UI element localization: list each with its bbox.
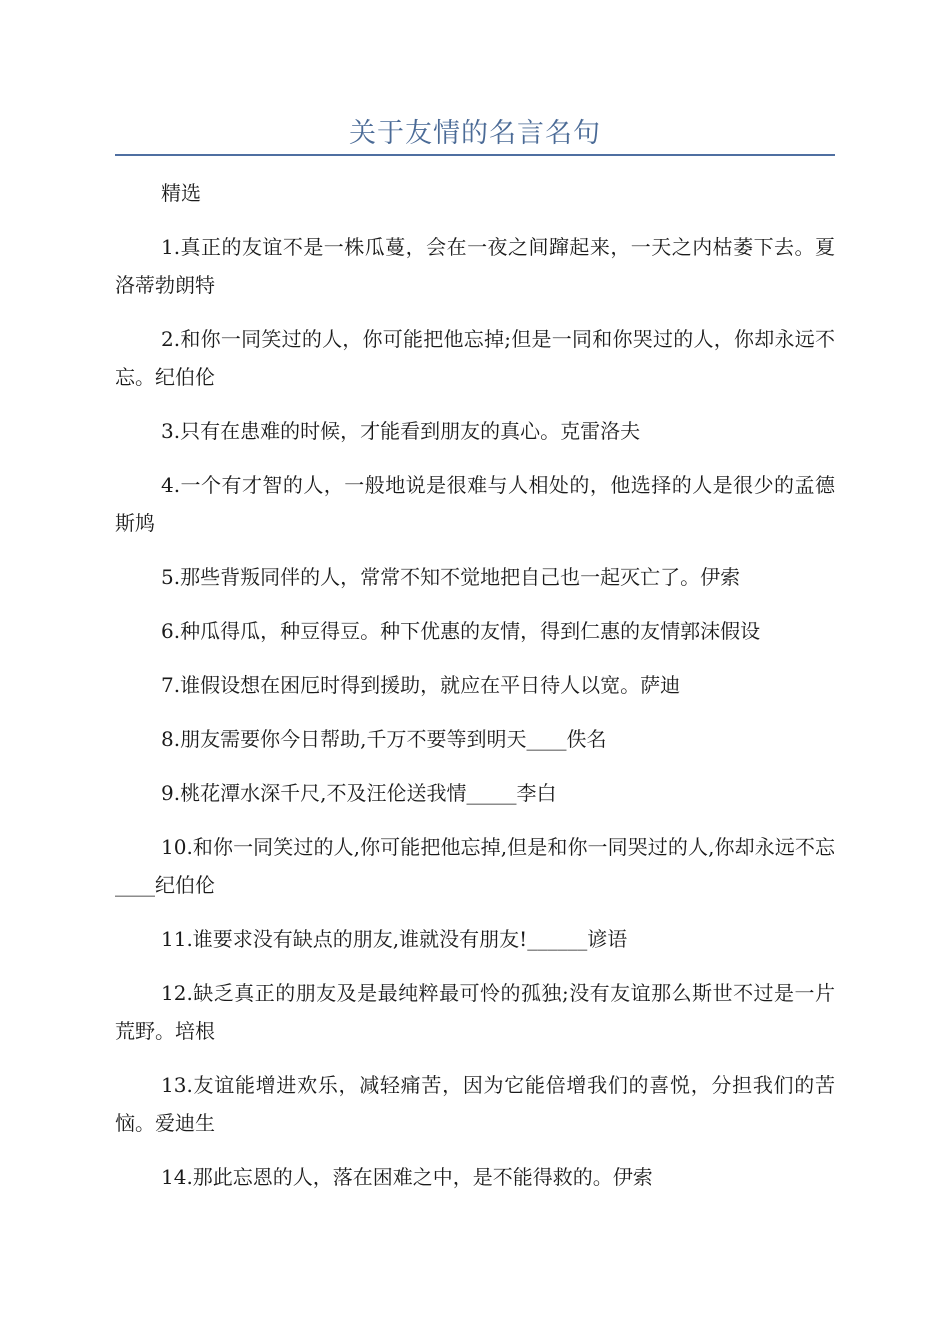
quote-1: 1.真正的友谊不是一株瓜蔓，会在一夜之间蹿起来，一天之内枯萎下去。夏洛蒂勃朗特 [115,235,835,297]
quote-4: 4.一个有才智的人，一般地说是很难与人相处的，他选择的人是很少的孟德斯鸠 [115,473,835,535]
paragraph-intro: 精选 [161,181,201,205]
quote-11: 11.谁要求没有缺点的朋友,谁就没有朋友!______谚语 [161,927,628,951]
document-body [115,174,835,1212]
quote-9: 9.桃花潭水深千尺,不及汪伦送我情_____李白 [161,781,557,805]
quote-3: 3.只有在患难的时候，才能看到朋友的真心。克雷洛夫 [161,419,641,443]
quote-5: 5.那些背叛同伴的人，常常不知不觉地把自己也一起灭亡了。伊索 [161,565,741,589]
quote-12: 12.缺乏真正的朋友及是最纯粹最可怜的孤独;没有友谊那么斯世不过是一片荒野。培根 [115,981,835,1043]
quote-8: 8.朋友需要你今日帮助,千万不要等到明天____佚名 [161,727,607,751]
title-underline [115,154,835,156]
quote-7: 7.谁假设想在困厄时得到援助，就应在平日待人以宽。萨迪 [161,673,681,697]
quote-6: 6.种瓜得瓜，种豆得豆。种下优惠的友情，得到仁惠的友情郭沫假设 [161,619,761,643]
document-title: 关于友情的名言名句 [349,118,601,149]
quote-10: 10.和你一同笑过的人,你可能把他忘掉,但是和你一同哭过的人,你却永远不忘____纪伯伦 [115,835,835,897]
quote-13: 13.友谊能增进欢乐，减轻痛苦，因为它能倍增我们的喜悦，分担我们的苦恼。爱迪生 [115,1073,835,1135]
quote-14: 14.那此忘恩的人，落在困难之中，是不能得救的。伊索 [161,1165,653,1189]
quote-2: 2.和你一同笑过的人，你可能把他忘掉;但是一同和你哭过的人，你却永远不忘。纪伯伦 [115,327,835,389]
